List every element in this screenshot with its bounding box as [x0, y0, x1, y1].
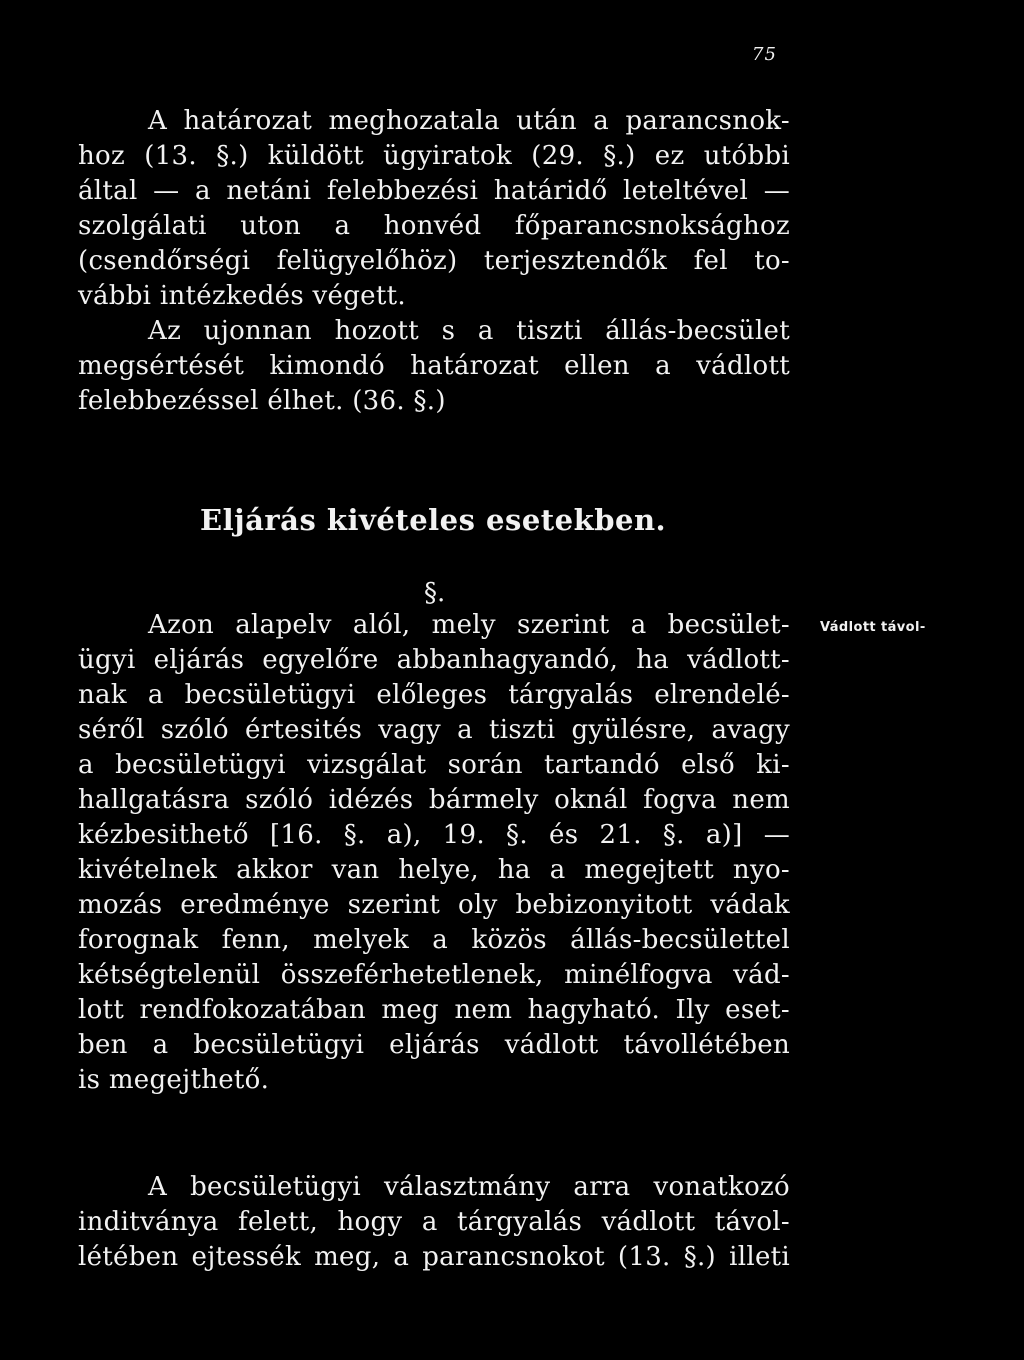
text-line: szolgálati uton a honvéd főparancsnoksághoz	[78, 211, 790, 241]
text-line: hallgatásra szóló idézés bármely oknál fogva nem	[78, 785, 790, 815]
text-line: nak a becsületügyi előleges tárgyalás elrendelé-	[78, 680, 790, 710]
text-line: kétségtelenül összeférhetetlenek, minélfogva vád-	[78, 960, 790, 990]
text-line: megsértését kimondó határozat ellen a vádlott	[78, 351, 790, 381]
section-paragraph	[78, 608, 790, 1098]
page-number: 75	[752, 44, 777, 65]
text-line: ügyi eljárás egyelőre abbanhagyandó, ha vádlott-	[78, 645, 790, 675]
text-line: séről szóló értesités vagy a tiszti gyülésre, avagy	[78, 715, 790, 745]
text-line: által — a netáni felebbezési határidő leteltével —	[78, 176, 790, 206]
text-line: vábbi intézkedés végett.	[78, 281, 406, 311]
section-heading: Eljárás kivételes esetekben.	[200, 503, 667, 537]
text-line: A határozat meghozatala után a parancsnok-	[148, 106, 790, 136]
text-line: inditványa felett, hogy a tárgyalás vádlott távol-	[78, 1207, 790, 1237]
text-line: mozás eredménye szerint oly bebizonyitott vádak	[78, 890, 790, 920]
section-sign: §.	[424, 578, 446, 608]
closing-paragraph	[78, 1170, 790, 1275]
text-line: forognak fenn, melyek a közös állás-becsülettel	[78, 925, 790, 955]
text-line: lott rendfokozatában meg nem hagyható. Ily eset-	[78, 995, 790, 1025]
text-line: kézbesithető [16. §. a), 19. §. és 21. §. a)] —	[78, 820, 790, 850]
text-line: (csendőrségi felügyelőhöz) terjesztendők fel to-	[78, 246, 790, 276]
text-line: Az ujonnan hozott s a tiszti állás-becsület	[148, 316, 790, 346]
text-line: A becsületügyi választmány arra vonatkozó	[148, 1172, 790, 1202]
text-line: hoz (13. §.) küldött ügyiratok (29. §.) ez utóbbi	[78, 141, 790, 171]
text-line: Azon alapelv alól, mely szerint a becsület-	[148, 610, 790, 640]
text-line: a becsületügyi vizsgálat során tartandó első ki-	[78, 750, 790, 780]
text-line: is megejthető.	[78, 1065, 270, 1095]
text-line: felebbezéssel élhet. (36. §.)	[78, 386, 446, 416]
text-line: ben a becsületügyi eljárás vádlott távollétében	[78, 1030, 790, 1060]
text-line: kivételnek akkor van helye, ha a megejtett nyo-	[78, 855, 790, 885]
text-line: létében ejtessék meg, a parancsnokot (13. §.) illeti	[78, 1242, 790, 1272]
intro-paragraph	[78, 104, 790, 419]
marginal-note: Vádlott távol-	[820, 620, 926, 635]
